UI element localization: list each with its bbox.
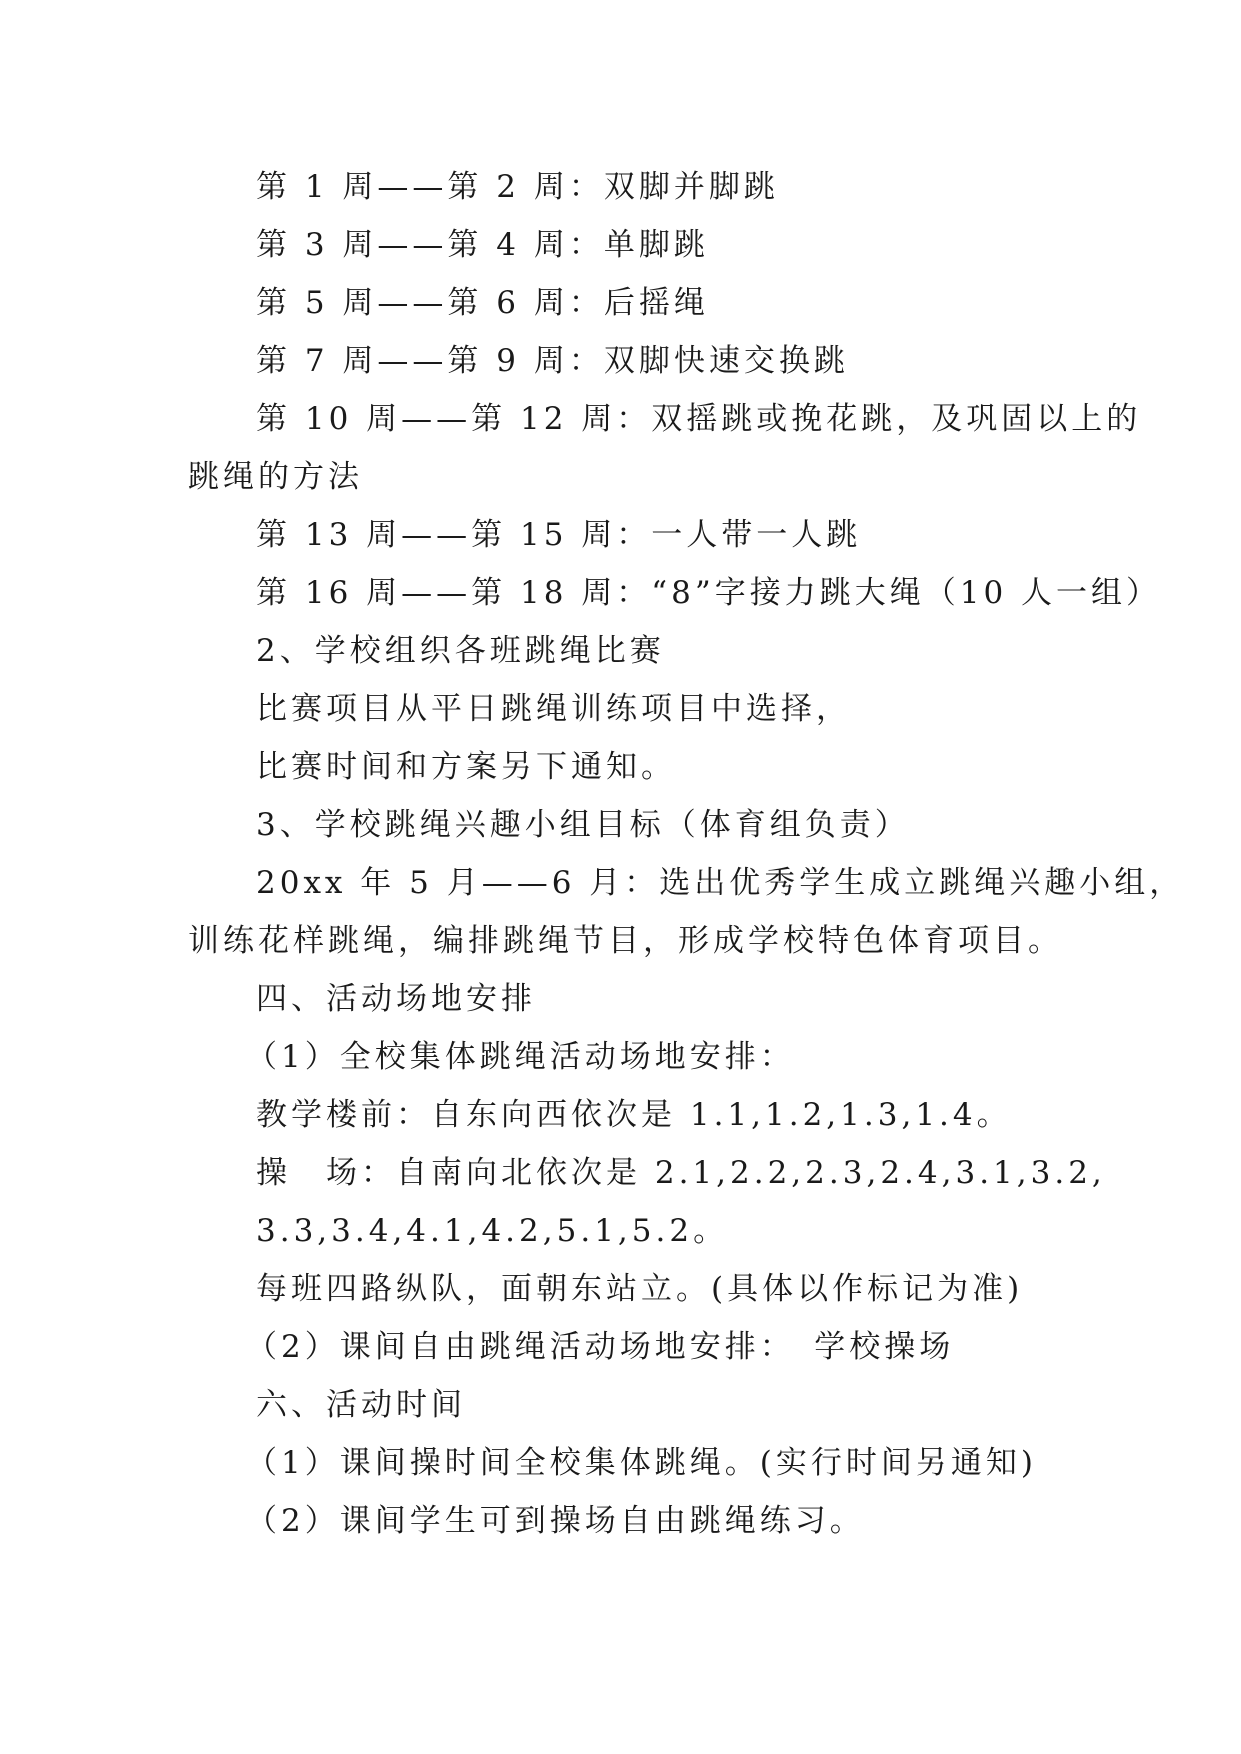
text-line: （2）课间学生可到操场自由跳绳练习。 (246, 1503, 865, 1539)
text-line: 第 1 周——第 2 周：双脚并脚跳 (256, 169, 779, 205)
text-line: 操 场：自南向北依次是 2.1,2.2,2.3,2.4,3.1,3.2, (256, 1155, 1106, 1191)
text-line: 每班四路纵队，面朝东站立。(具体以作标记为准) (256, 1271, 1024, 1307)
text-line: 第 13 周——第 15 周：一人带一人跳 (256, 517, 862, 553)
text-line: 教学楼前：自东向西依次是 1.1,1.2,1.3,1.4。 (256, 1097, 1012, 1133)
text-line: 第 5 周——第 6 周：后摇绳 (256, 285, 709, 321)
section-heading: 2、学校组织各班跳绳比赛 (256, 633, 665, 669)
subsection-heading: （2）课间自由跳绳活动场地安排： 学校操场 (246, 1329, 955, 1365)
text-line: （1）课间操时间全校集体跳绳。(实行时间另通知) (246, 1445, 1037, 1481)
text-line: 3.3,3.4,4.1,4.2,5.1,5.2。 (256, 1213, 729, 1249)
section-heading: 3、学校跳绳兴趣小组目标（体育组负责） (256, 807, 910, 843)
text-line: 第 16 周——第 18 周：“8”字接力跳大绳（10 人一组） (256, 575, 1162, 611)
section-heading: 六、活动时间 (256, 1387, 466, 1423)
section-heading: 四、活动场地安排 (256, 981, 536, 1017)
document-body (188, 158, 1185, 1550)
text-line: 第 10 周——第 12 周：双摇跳或挽花跳，及巩固以上的 (256, 401, 1142, 437)
text-line: 比赛项目从平日跳绳训练项目中选择， (256, 691, 851, 727)
text-line: 比赛时间和方案另下通知。 (256, 749, 676, 785)
text-line: 跳绳的方法 (188, 459, 363, 495)
text-line: 训练花样跳绳，编排跳绳节目，形成学校特色体育项目。 (188, 923, 1063, 959)
text-line: 第 7 周——第 9 周：双脚快速交换跳 (256, 343, 849, 379)
subsection-heading: （1）全校集体跳绳活动场地安排： (246, 1039, 795, 1075)
text-line: 20xx 年 5 月——6 月：选出优秀学生成立跳绳兴趣小组， (256, 865, 1185, 901)
text-line: 第 3 周——第 4 周：单脚跳 (256, 227, 709, 263)
